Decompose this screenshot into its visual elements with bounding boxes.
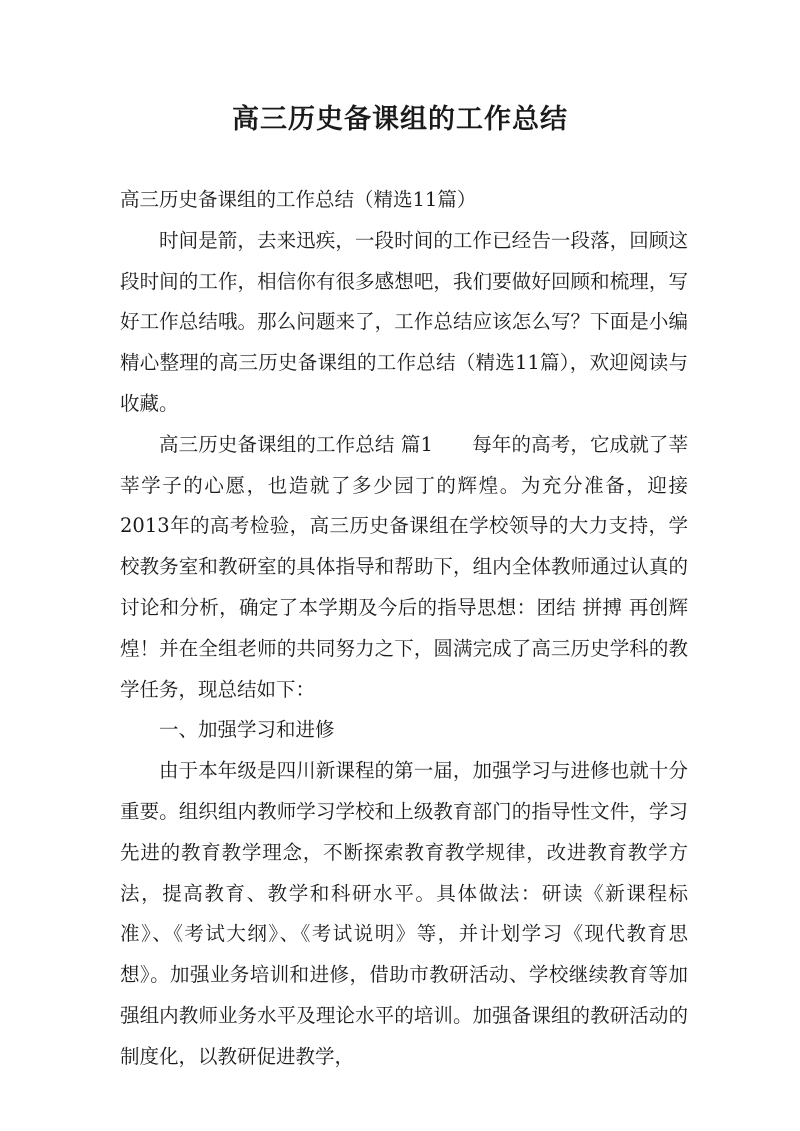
- intro-paragraph: 时间是箭，去来迅疾，一段时间的工作已经告一段落，回顾这段时间的工作，相信你有很多感想吧，我们要做好回顾和梳理，写好工作总结哦。那么问题来了，工作总结应该怎么写？下面是小编精心整理的高三历史备课组的工作总结（精选11篇），欢迎阅读与收藏。: [120, 228, 688, 415]
- body-paragraph: 由于本年级是四川新课程的第一届，加强学习与进修也就十分重要。组织组内教师学习学校和上级教育部门的指导性文件，学习先进的教育教学理念，不断探索教育教学规律，改进教育教学方法，提高教育、教学和科研水平。具体做法：研读《新课程标准》、《考试大纲》、《考试说明》等，并计划学习《现代教育思想》。加强业务培训和进修，借助市教研活动、学校继续教育等加强组内教师业务水平及理论水平的培训。加强备课组的教研活动的制度化，以教研促进教学，: [120, 759, 688, 1068]
- section-heading-1: 一、加强学习和进修: [159, 718, 335, 742]
- document-title: 高三历史备课组的工作总结: [232, 104, 568, 135]
- document-body: [120, 180, 688, 1078]
- subtitle-paragraph: 高三历史备课组的工作总结（精选11篇）: [120, 188, 477, 211]
- section-1-paragraph: 高三历史备课组的工作总结 篇1 每年的高考，它成就了莘莘学子的心愿，也造就了多少园丁的辉煌。为充分准备，迎接2013年的高考检验，高三历史备课组在学校领导的大力支持，学校教务室和教研室的具体指导和帮助下，组内全体教师通过认真的讨论和分析，确定了本学期及今后的指导思想：团结 拼搏 再创辉煌！并在全组老师的共同努力之下，圆满完成了高三历史学科的教学任务，现总结如下：: [120, 432, 688, 701]
